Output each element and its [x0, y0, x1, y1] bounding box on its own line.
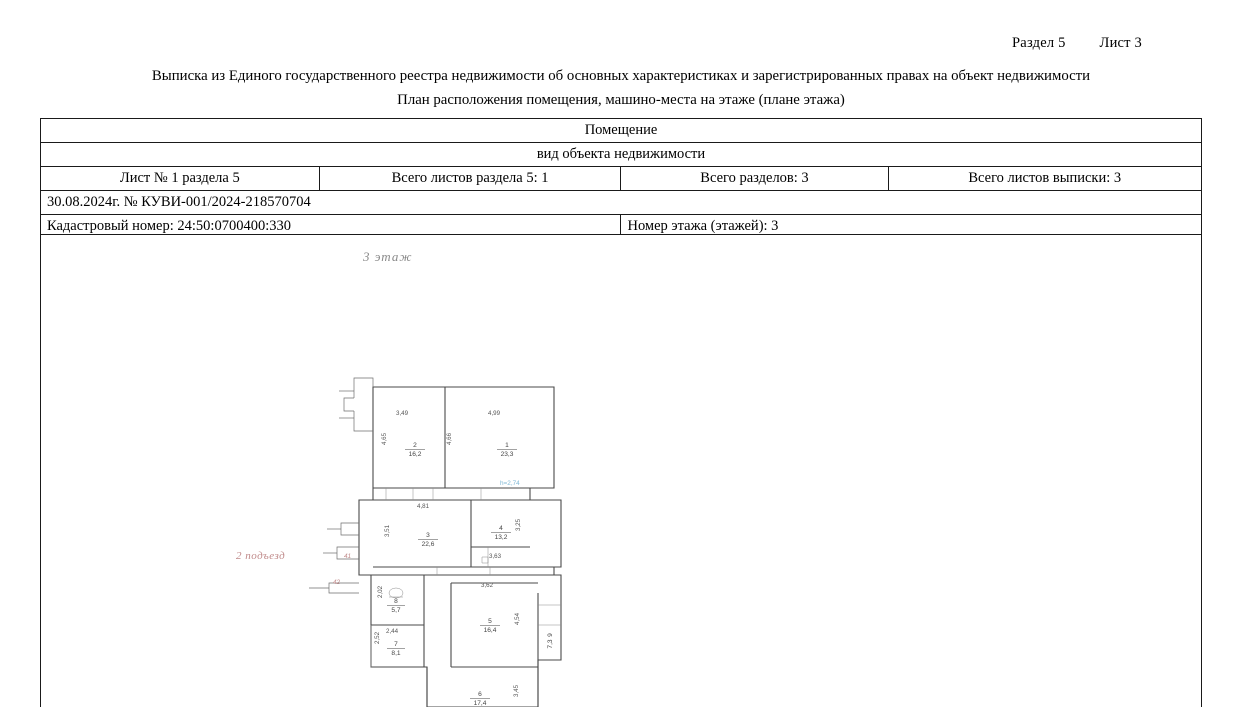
room-2 [405, 442, 425, 458]
svg-text:2,52: 2,52 [374, 631, 381, 644]
document-title-line2: План расположения помещения, машино-места на этаже (плане этажа) [397, 92, 845, 108]
floor-caption: 3 этаж [363, 249, 413, 264]
sheets-in-section: Всего листов раздела 5: 1 [319, 167, 621, 191]
svg-text:4,66: 4,66 [446, 432, 453, 445]
svg-text:4: 4 [499, 525, 503, 532]
svg-text:6: 6 [478, 691, 482, 698]
svg-text:4,65: 4,65 [381, 432, 388, 445]
svg-text:1: 1 [505, 442, 509, 449]
svg-text:2,44: 2,44 [386, 628, 399, 635]
svg-text:3,45: 3,45 [513, 684, 520, 697]
object-type-value: Помещение [41, 119, 1202, 143]
svg-text:13,2: 13,2 [494, 534, 508, 541]
document-title-line1: Выписка из Единого государственного реестра недвижимости об основных характеристиках и зарегистрированных правах на объект недвижимости [151, 68, 1091, 84]
marker-42: 42 [333, 579, 341, 586]
info-table [40, 118, 1202, 239]
svg-text:7,3: 7,3 [547, 639, 554, 649]
room-7 [387, 641, 405, 657]
room-6 [470, 691, 490, 707]
marker-41: 41 [344, 553, 352, 560]
svg-text:4,81: 4,81 [417, 503, 430, 510]
table-row-object-caption [41, 143, 1202, 167]
room-9 [547, 633, 554, 649]
svg-text:17,4: 17,4 [473, 700, 487, 707]
room-1 [497, 442, 517, 458]
svg-text:8,1: 8,1 [391, 650, 401, 657]
svg-text:3,49: 3,49 [396, 410, 409, 417]
floor-plan-drawing [41, 235, 1201, 707]
svg-text:3,63: 3,63 [489, 553, 502, 560]
svg-text:2: 2 [413, 442, 417, 449]
ceiling-height-label: h=2,74 [500, 480, 520, 487]
cadastral-number: Кадастровый номер: 24:50:0700400:330 [41, 215, 621, 239]
sheets-total: Всего листов выписки: 3 [888, 167, 1202, 191]
floor-plan-container [40, 234, 1202, 707]
sheet-of-section: Лист № 1 раздела 5 [41, 167, 320, 191]
sheet-label: Лист 3 [1099, 35, 1142, 51]
svg-text:22,6: 22,6 [421, 541, 435, 548]
room-4 [491, 525, 511, 541]
room-8 [387, 598, 405, 614]
dimensions-horizontal [386, 410, 502, 635]
svg-text:23,3: 23,3 [500, 451, 514, 458]
table-row-doc-number [41, 191, 1202, 215]
svg-text:4,54: 4,54 [514, 612, 521, 625]
svg-text:5: 5 [488, 618, 492, 625]
svg-text:3,62: 3,62 [481, 582, 494, 589]
doc-number: 30.08.2024г. № КУВИ-001/2024-218570704 [41, 191, 1202, 215]
svg-text:3: 3 [426, 532, 430, 539]
section-label: Раздел 5 [1012, 35, 1066, 51]
floor-number: Номер этажа (этажей): 3 [621, 215, 1202, 239]
object-type-caption: вид объекта недвижимости [41, 143, 1202, 167]
room-3 [418, 532, 438, 548]
svg-text:3,25: 3,25 [515, 518, 522, 531]
room-5 [480, 618, 500, 634]
svg-text:3,51: 3,51 [384, 524, 391, 537]
svg-text:2,02: 2,02 [377, 585, 384, 598]
svg-text:7: 7 [394, 641, 398, 648]
svg-text:5,7: 5,7 [391, 607, 401, 614]
svg-text:4,99: 4,99 [488, 410, 501, 417]
svg-text:9: 9 [547, 633, 554, 637]
page-header [1012, 35, 1142, 52]
entrance-caption: 2 подъезд [236, 550, 286, 562]
table-row-object-type [41, 119, 1202, 143]
svg-text:16,2: 16,2 [408, 451, 422, 458]
svg-text:8: 8 [394, 598, 398, 605]
table-row-counts [41, 167, 1202, 191]
sections-total: Всего разделов: 3 [621, 167, 888, 191]
svg-text:16,4: 16,4 [483, 627, 497, 634]
dimensions-vertical [374, 432, 522, 697]
